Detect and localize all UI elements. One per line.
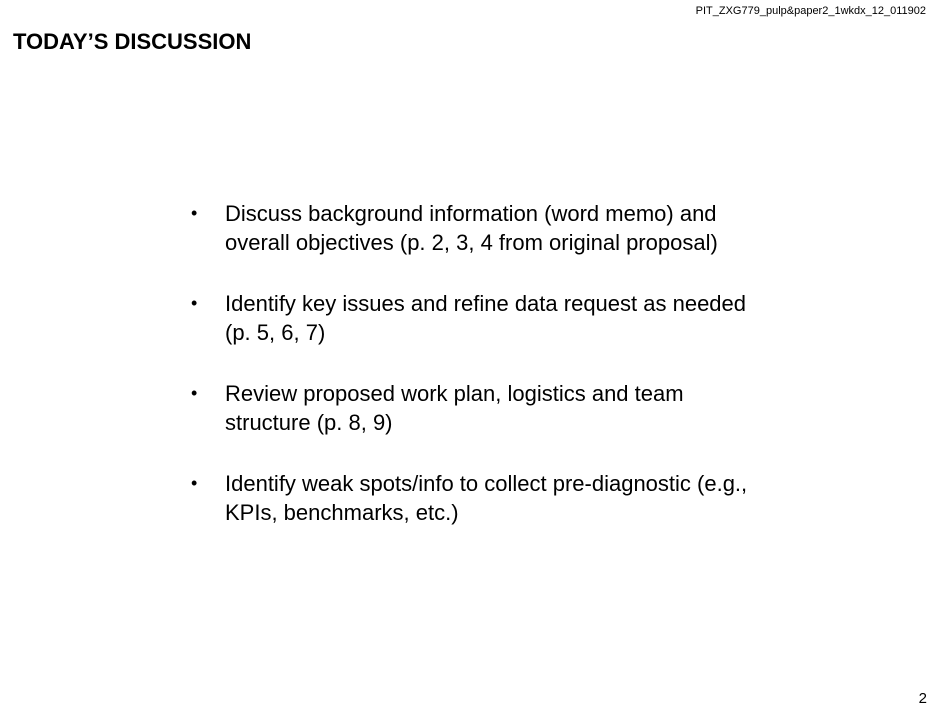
list-item [190, 289, 750, 347]
bullet-icon: • [191, 203, 198, 223]
document-id: PIT_ZXG779_pulp&paper2_1wkdx_12_011902 [695, 5, 926, 17]
bullet-icon: • [191, 473, 198, 493]
list-item-text: Identify key issues and refine data request as needed (p. 5, 6, 7) [225, 291, 747, 345]
list-item [190, 199, 750, 257]
list-item-text: Discuss background information (word memo) and overall objectives (p. 2, 3, 4 from original proposal) [225, 201, 718, 255]
list-item-text: Review proposed work plan, logistics and team structure (p. 8, 9) [225, 381, 684, 435]
discussion-bullet-list [190, 199, 750, 527]
bullet-icon: • [191, 383, 198, 403]
list-item [190, 379, 750, 437]
bullet-icon: • [191, 293, 198, 313]
list-item [190, 469, 750, 527]
list-item-text: Identify weak spots/info to collect pre-diagnostic (e.g., KPIs, benchmarks, etc.) [225, 471, 748, 525]
page-number: 2 [918, 690, 927, 707]
page-title: TODAY’S DISCUSSION [13, 29, 252, 54]
